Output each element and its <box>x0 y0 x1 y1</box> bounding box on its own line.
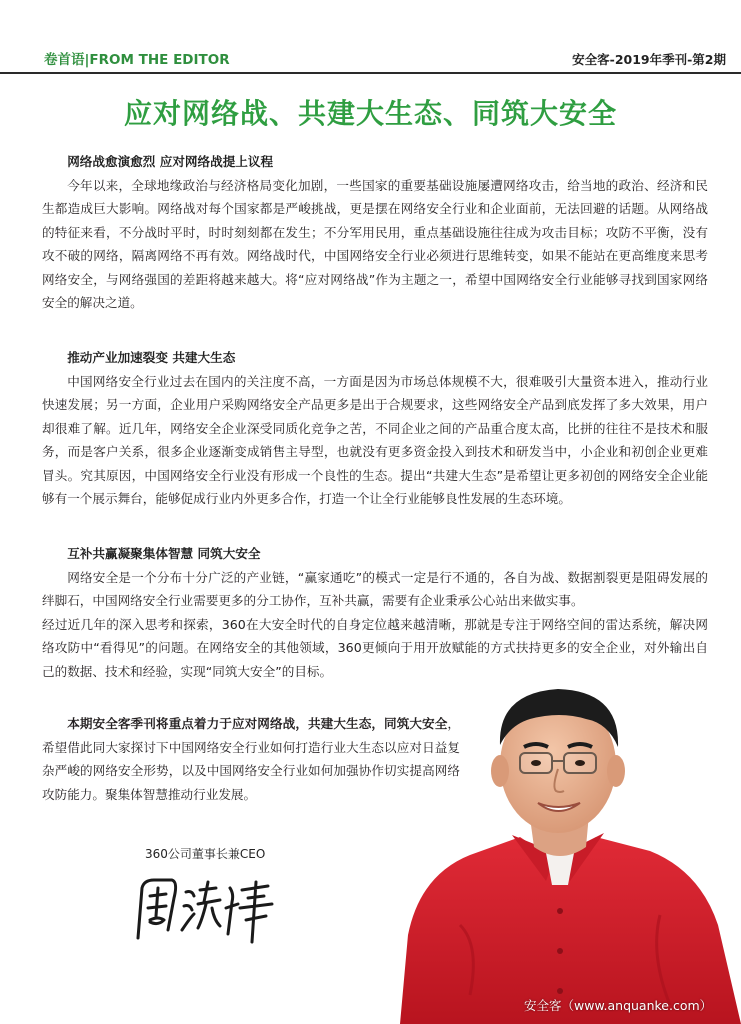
ceo-portrait <box>400 675 741 1024</box>
section-label: 卷首语|FROM THE EDITOR <box>44 52 230 68</box>
section-1 <box>42 150 708 315</box>
closing-paragraph <box>42 712 460 806</box>
handwritten-signature <box>128 868 278 948</box>
paragraph: 今年以来，全球地缘政治与经济格局变化加剧，一些国家的重要基础设施屡遭网络攻击，给当地的政治、经济和民生都造成巨大影响。网络战对每个国家都是严峻挑战，更是摆在网络安全行业和企业面前，无法回避的话题。从网络战的特征来看，不分战时平时，时时刻刻都在发生；不分军用民用，重点基础设施往往成为攻击目标；攻防不平衡，没有攻不破的网络，隔离网络不再有效。网络战时代，中国网络安全行业必须进行思维转变，如果不能站在更高维度来思考网络安全，与网络强国的差距将越来越大。将“应对网络战”作为主题之一，希望中国网络安全行业能够寻找到国家网络安全的解决之道。 <box>42 177 708 310</box>
section-heading: 互补共赢凝聚集体智慧 同筑大安全 <box>67 546 261 561</box>
section-2 <box>42 346 708 511</box>
issue-label: 安全客-2019年季刊-第2期 <box>572 52 726 67</box>
header-divider <box>0 72 741 74</box>
page-title: 应对网络战、共建大生态、同筑大安全 <box>123 97 617 130</box>
signature-caption: 360公司董事长兼CEO <box>145 847 266 861</box>
paragraph: 网络安全是一个分布十分广泛的产业链，“赢家通吃”的模式一定是行不通的，各自为战、数据割裂更是阻碍发展的绊脚石，中国网络安全行业需要更多的分工协作，互补共赢，需要有企业秉承公心站出来做实事。 <box>42 569 708 608</box>
closing-text: ，希望借此同大家探讨下中国网络安全行业如何打造行业大生态以应对日益复杂严峻的网络安全形势，以及中国网络安全行业如何加强协作切实提高网络攻防能力。聚集体智慧推动行业发展。 <box>42 716 460 802</box>
section-heading: 网络战愈演愈烈 应对网络战提上议程 <box>67 154 274 169</box>
section-3 <box>42 542 708 683</box>
watermark: 安全客（www.anquanke.com） <box>524 998 713 1013</box>
paragraph: 中国网络安全行业过去在国内的关注度不高，一方面是因为市场总体规模不大，很难吸引大量资本进入，推动行业快速发展；另一方面，企业用户采购网络安全产品更多是出于合规要求，这些网络安全产品到底发挥了多大效果，用户却很难了解。近几年，网络安全企业深受同质化竞争之苦，不同企业之间的产品重合度太高，比拼的往往不是技术和服务，而是客户关系，很多企业逐渐变成销售主导型，也就没有更多资金投入到技术和研发当中，小企业和初创企业更难冒头。究其原因，中国网络安全行业没有形成一个良性的生态。提出“共建大生态”是希望让更多初创的网络安全企业能够有一个展示舞台，能够促成行业内外更多合作，打造一个让全行业能够良性发展的生态环境。 <box>42 373 708 506</box>
closing-emphasis: 本期安全客季刊将重点着力于应对网络战，共建大生态，同筑大安全 <box>67 716 448 731</box>
paragraph: 经过近几年的深入思考和探索，360在大安全时代的自身定位越来越清晰，那就是专注于网络空间的雷达系统，解决网络攻防中“看得见”的问题。在网络安全的其他领域，360更倾向于用开放赋能的方式扶持更多的安全企业，对外输出自己的数据、技术和经验，实现“同筑大安全”的目标。 <box>42 616 708 679</box>
section-heading: 推动产业加速裂变 共建大生态 <box>67 350 236 365</box>
